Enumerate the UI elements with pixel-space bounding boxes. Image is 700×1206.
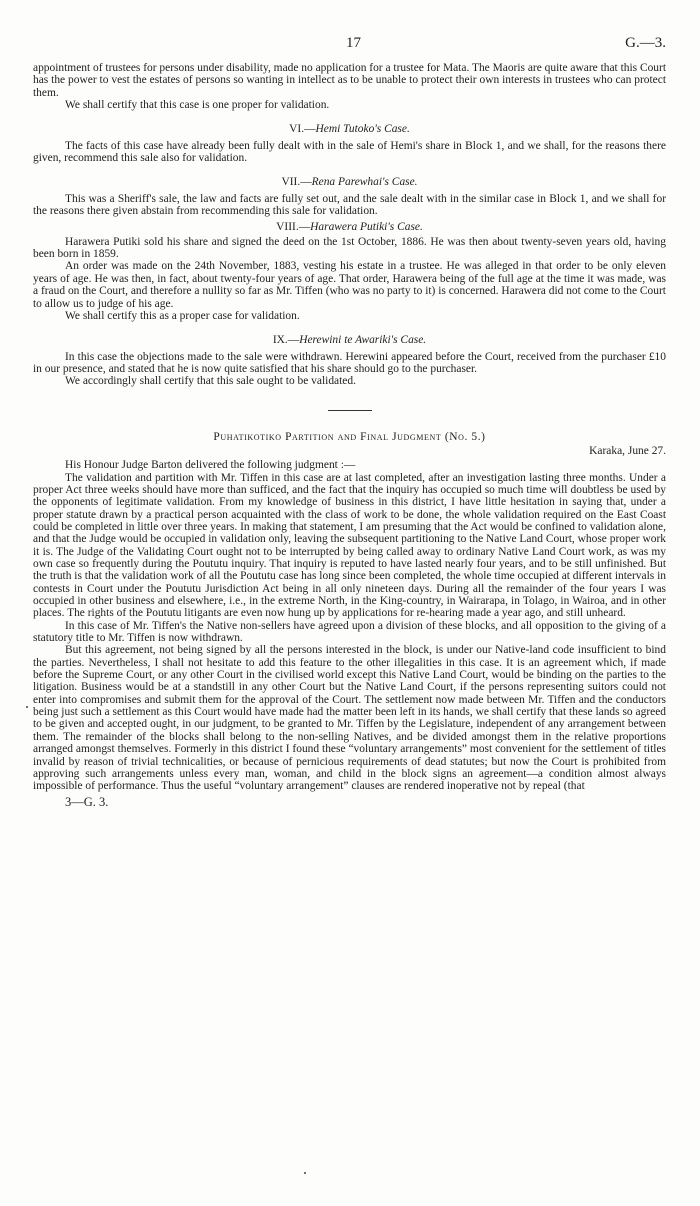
paragraph-agreement: But this agreement, not being signed by all the persons interested in the block, is under our Native-land code insufficient to bind the parties. Nevertheless, I shall not hesitate to add this feature to the other illegalities in this case. It is an agreement which, if made before the Supreme Court, or any other Court in the civilised world except this Native Land Court, would be binding on the parties to the litigation. Business would be at a standstill in any other Court but the Native Land Court, if the persons representing suitors could not enter into compromises and submit them for the approval of the Court. The settlement now made between Mr. Tiffen and the conductors being just such a settlement as this Court would have made had the matter been left in its hands, we shall certify that these lands so agreed to be given and accepted ought, in our judgment, to be granted to Mr. Tiffen by the Legislature, independent of any arrangement between them. The remainder of the blocks shall belong to the non-selling Natives, and be divided amongst them in the relative proportions arranged amongst themselves. Formerly in this district I found these “voluntary arrangements” most convenient for the settlement of titles invalid by reason of trivial technicalities, or because of pernicious requirements of dead statutes; but now the Court is prohibited from approving such arrangements unless every man, woman, and child in the block signs an agreement—a condition almost always impossible of performance. Thus the useful “voluntary arrangement” clauses are rendered inoperative not by repeal (that <box>33 644 666 793</box>
paragraph-certify-harawera: We shall certify this as a proper case for validation. <box>65 309 300 322</box>
case-name: Hemi Tutoko's Case. <box>315 123 410 136</box>
paragraph-certify-mata: We shall certify that this case is one proper for validation. <box>65 99 330 112</box>
paragraph-trustees: appointment of trustees for persons under disability, made no application for a trustee for Mata. The Maoris are quite aware that this Court has the power to vest the estates of persons so wanting in intellect as to be unable to protect their own interests in trustees who can protect them. <box>33 62 667 99</box>
paragraph-harawera-sale: Harawera Putiki sold his share and signed the deed on the 1st October, 1886. He was then about twenty-seven years old, having been born in 1859. <box>33 235 666 261</box>
case-name: Rena Parewhai's Case. <box>311 176 418 189</box>
paragraph-rena: This was a Sheriff's sale, the law and facts are fully set out, and the sale dealt with in the similar case in Block 1, and we shall for the reasons there given abstain from recommending this sale for validation. <box>33 192 666 218</box>
bottom-speck <box>304 1172 306 1174</box>
case-number: VII.— <box>281 176 312 189</box>
case-number: VI.— <box>289 123 316 136</box>
section-title: Puhatikotiko Partition and Final Judgment (No. 5.) <box>213 430 486 443</box>
paragraph-hemi: The facts of this case have already been fully dealt with in the sale of Hemi's share in Block 1, and we shall, for the reasons there given, recommend this sale also for validation. <box>33 139 666 165</box>
paragraph-harawera-order: An order was made on the 24th November, 1883, vesting his estate in a trustee. He was alleged in that order to be only eleven years of age. He was then, in fact, about twenty-four years of age. That order, Harawera being of the full age at the time it was made, was a fraud on the Court, and therefore a nullity so far as Mr. Tiffen (who was no party to it) is concerned. Harawera did not come to the Court to allow us to judge of his age. <box>33 260 666 310</box>
case-number: VIII.— <box>276 221 311 234</box>
case-heading-viii <box>33 221 666 233</box>
case-name: Herewini te Awariki's Case. <box>299 334 427 347</box>
section-divider <box>328 410 372 411</box>
document-reference: G.—3. <box>625 35 666 51</box>
case-name: Harawera Putiki's Case. <box>310 221 423 234</box>
paragraph-non-sellers: In this case of Mr. Tiffen's the Native non-sellers have agreed upon a division of these blocks, and all opposition to the giving of a statutory title to Mr. Tiffen is now withdrawn. <box>33 619 666 645</box>
case-heading-vi <box>33 123 666 135</box>
paragraph-judgment-intro: His Honour Judge Barton delivered the following judgment :— <box>65 459 356 472</box>
margin-speck <box>26 706 28 708</box>
page-number: 17 <box>346 35 361 51</box>
paragraph-herewini: In this case the objections made to the sale were withdrawn. Herewini appeared before the Court, received from the purchaser £10 in our presence, and stated that he is now quite satisfied that his share should go to the purchaser. <box>33 350 666 375</box>
case-number: IX.— <box>272 334 300 347</box>
page-header <box>33 30 666 62</box>
paragraph-validation: The validation and partition with Mr. Tiffen in this case are at last completed, after an investigation lasting three months. Under a proper Act three weeks should have more than sufficed, and the fact that the inquiry has occupied so much time will doubtless be used by the opponents of legitimate validation. From my knowledge of business in this district, I have little hesitation in saying that, under a proper statute drawn by a practical person acquainted with the class of work to be done, the whole validation required on the East Coast could be completed in little over three years. In making that statement, I am presuming that the Act would be confined to validation alone, and that the Judge would be occupied in validation only, leaving the subsequent partitioning to the Native Land Court, whose proper work it is. The Judge of the Validating Court ought not to be interrupted by being called away to ordinary Native Land Court work, as was my own case so frequently during the Poututu inquiry. That inquiry is reputed to have lasted nearly four years, and to be still unfinished. But the truth is that the validation work of all the Poututu case has long since been completed, the whole time occupied at different intervals in contests in Court under the Poututu Jurisdiction Act being in all only nineteen days. During all the remainder of the four years I was occupied in other business and elsewhere, i.e., in the extreme North, in the King-country, in Wairarapa, in Tolago, in Wairoa, and in other places. The rights of the Poututu litigants are even now hung up by applications for re-hearing made a year ago, and still unheard. <box>33 471 666 620</box>
signature-mark: 3—G. 3. <box>65 794 109 809</box>
case-heading-vii <box>33 176 666 188</box>
case-heading-ix <box>33 334 666 346</box>
section-place-date: Karaka, June 27. <box>589 444 666 457</box>
paragraph-certify-herewini: We accordingly shall certify that this sale ought to be validated. <box>65 375 356 388</box>
